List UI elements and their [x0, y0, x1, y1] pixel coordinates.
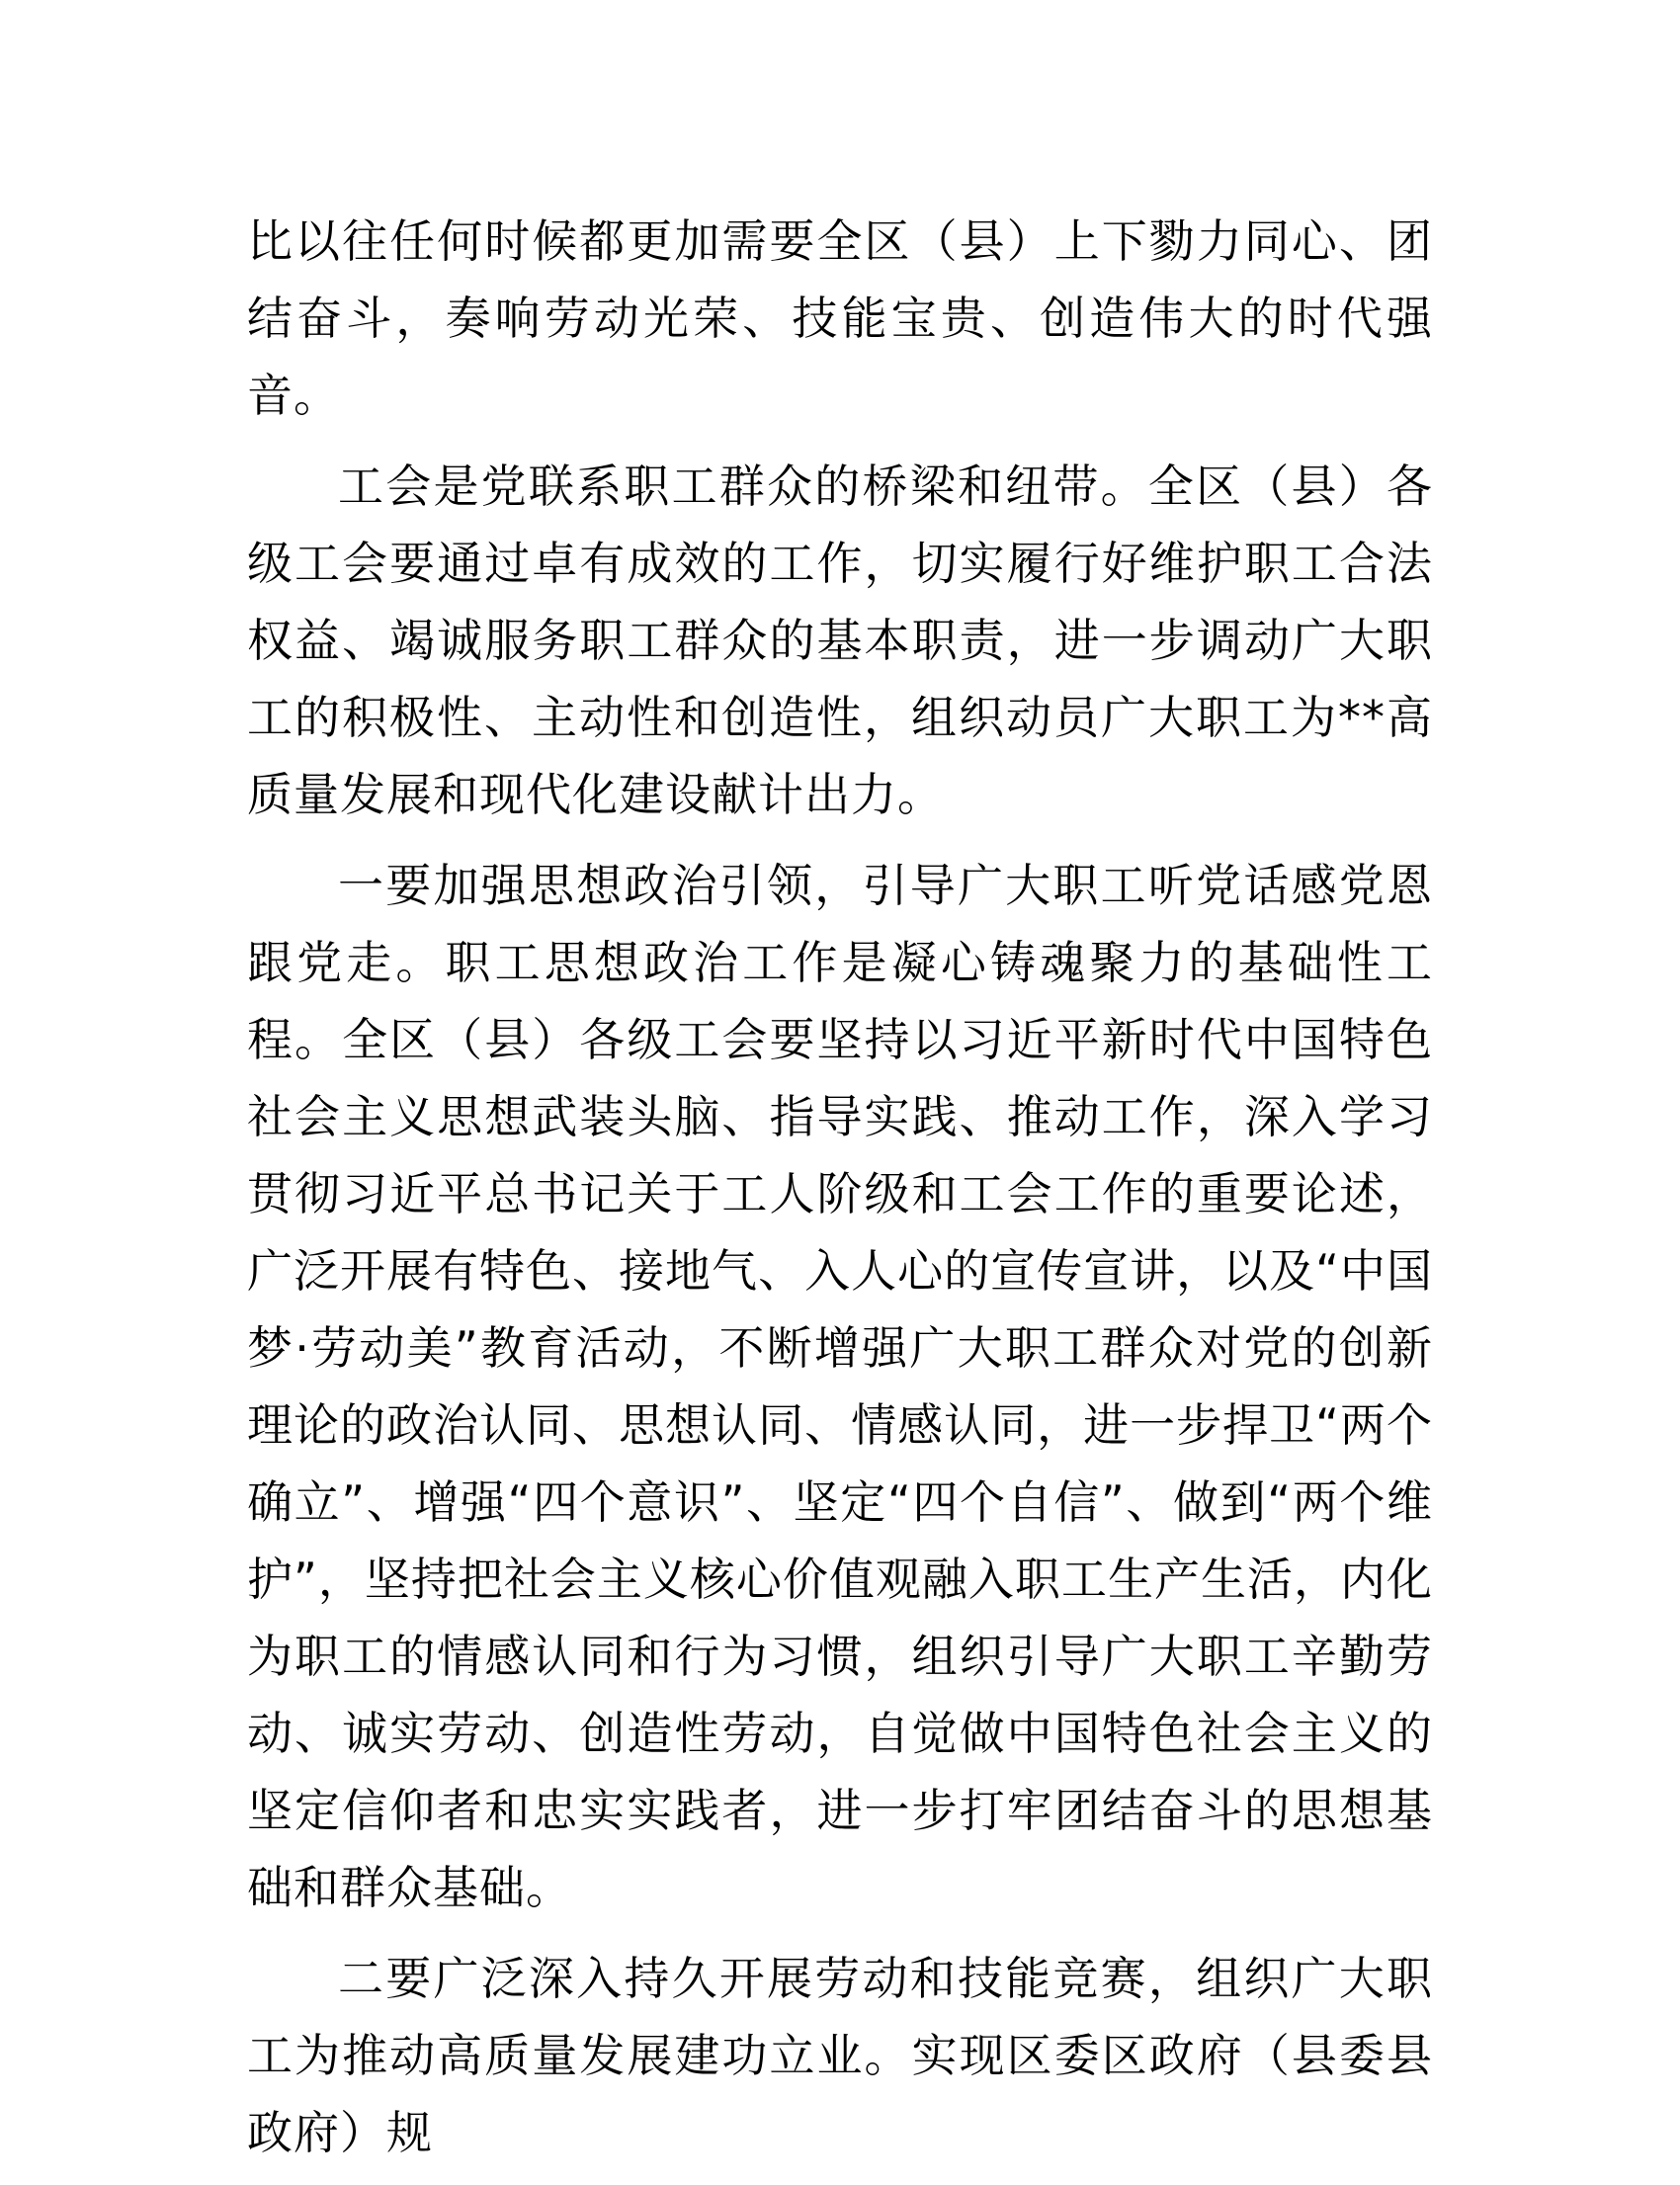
- paragraph-2: 工会是党联系职工群众的桥梁和纽带。全区（县）各级工会要通过卓有成效的工作，切实履行好维护职工合法权益、竭诚服务职工群众的基本职责，进一步调动广大职工的积极性、主动性和创造性，组织动员广大职工为**高质量发展和现代化建设献计出力。: [247, 460, 1433, 821]
- paragraph-4: 二要广泛深入持久开展劳动和技能竞赛，组织广大职工为推动高质量发展建功立业。实现区委区政府（县委县政府）规: [247, 1952, 1433, 2159]
- paragraph-1: 比以往任何时候都更加需要全区（县）上下勠力同心、团结奋斗，奏响劳动光荣、技能宝贵、创造伟大的时代强音。: [247, 214, 1433, 422]
- paragraph-3: 一要加强思想政治引领，引导广大职工听党话感党恩跟党走。职工思想政治工作是凝心铸魂聚力的基础性工程。全区（县）各级工会要坚持以习近平新时代中国特色社会主义思想武装头脑、指导实践、推动工作，深入学习贯彻习近平总书记关于工人阶级和工会工作的重要论述，广泛开展有特色、接地气、入人心的宣传宣讲，以及“中国梦·劳动美”教育活动，不断增强广大职工群众对党的创新理论的政治认同、思想认同、情感认同，进一步捍卫“两个确立”、增强“四个意识”、坚定“四个自信”、做到“两个维护”，坚持把社会主义核心价值观融入职工生产生活，内化为职工的情感认同和行为习惯，组织引导广大职工辛勤劳动、诚实劳动、创造性劳动，自觉做中国特色社会主义的坚定信仰者和忠实实践者，进一步打牢团结奋斗的思想基础和群众基础。: [247, 859, 1433, 1914]
- document-body: [247, 203, 1433, 2185]
